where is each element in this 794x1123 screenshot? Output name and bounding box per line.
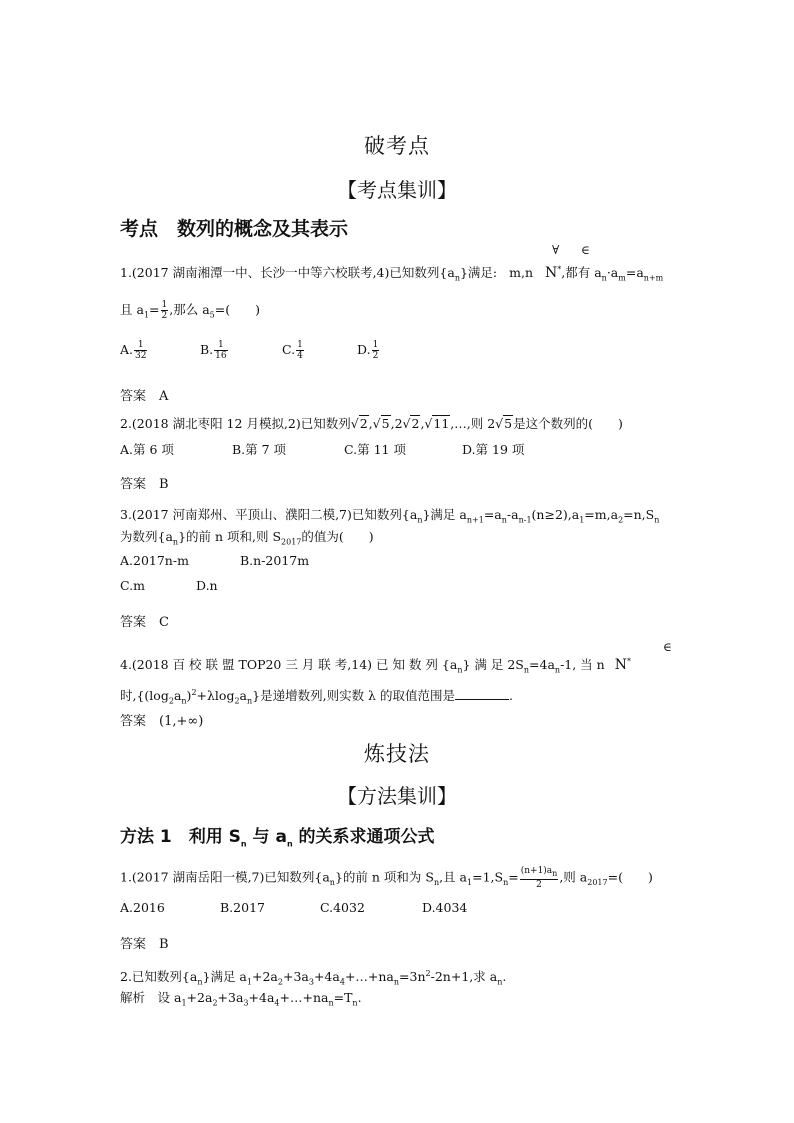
m1-option-c: C.4032 xyxy=(320,900,365,915)
q1-option-a: A. $\frac{1}{32}$ xyxy=(120,340,147,361)
question-1-line-2: 且 $a_1=$ $\frac{1}{2}$ ,那么 $a_5=$( ) xyxy=(120,300,260,321)
section-subtitle-kaodian-jixun: 【考点集训】 xyxy=(337,178,457,202)
answer-blank xyxy=(455,699,509,700)
question-3-line-2: 为数列$\{a_n\}$的前 n 项和,则 $S_{2017}$的值为( ) xyxy=(120,529,374,547)
section-title-pokaodian: 破考点 xyxy=(364,134,430,158)
m1-answer: 答案 B xyxy=(120,937,169,952)
q2-option-b: B.第 7 项 xyxy=(232,442,287,457)
q2-answer: 答案 B xyxy=(120,477,169,492)
q1-option-b: B. $\frac{1}{16}$ xyxy=(200,340,227,361)
q3-option-b: B.n-2017m xyxy=(240,553,310,568)
q2-option-d: D.第 19 项 xyxy=(462,442,525,457)
fraction-one-half: $\frac{1}{2}$ xyxy=(161,300,168,321)
method-1-heading: 方法 1 利用 $S_n$ 与 $a_n$ 的关系求通项公式 xyxy=(120,827,435,849)
q3-answer: 答案 C xyxy=(120,615,169,630)
question-1-line-1: 1.(2017 湖南湘潭一中、长沙一中等六校联考,4)已知数列$\{a_n\}$满足: m,n N*,都有 $a_n\cdot a_m=a_{n+m}$ xyxy=(120,265,664,283)
m1-option-b: B.2017 xyxy=(220,900,265,915)
question-3-line-1: 3.(2017 河南郑州、平顶山、濮阳二模,7)已知数列$\{a_n\}$满足 $a_{n+1}=a_n-a_{n-1}(n\ge 2),a_1=m,a_2=n,S_n$ xyxy=(120,507,660,525)
q2-option-c: C.第 11 项 xyxy=(344,442,406,457)
q3-option-d: D.n xyxy=(196,578,218,593)
section-subtitle-fangfa-jixun: 【方法集训】 xyxy=(337,784,457,808)
m1-option-a: A.2016 xyxy=(120,900,165,915)
method-question-2-solution: 解析 设 $a_1+2a_2+3a_3+4a_4+\dots+na_n=T_n$. xyxy=(120,990,362,1008)
q1-answer: 答案 A xyxy=(120,389,169,404)
method-question-1-line: 1.(2017 湖南岳阳一模,7)已知数列$\{a_n\}$的前 n 项和为 $S_n$,且 $a_1=1,S_n=$ $\frac{(n+1)a_n}{2}$ ,则 $a_{2017}=$( ) xyxy=(120,866,653,890)
q3-option-a: A.2017n-m xyxy=(120,553,189,568)
method-question-2-line: 2.已知数列$\{a_n\}$满足 $a_1+2a_2+3a_3+4a_4+\dots+na_n=3n^2-2n+1$,求 $a_n$. xyxy=(120,969,507,987)
fraction-n-plus-1-an-over-2: $\frac{(n+1)a_n}{2}$ xyxy=(520,866,558,890)
q1-option-d: D. $\frac{1}{2}$ xyxy=(357,340,379,361)
q1-option-c: C. $\frac{1}{4}$ xyxy=(282,340,303,361)
element-of-symbol-q4: ∈ xyxy=(663,640,672,654)
m1-option-d: D.4034 xyxy=(422,900,468,915)
question-4-line-2: 时$,\{(\log_2a_n)^2+\lambda\log_2a_n\}$是递增数列,则实数 λ 的取值范围是 . xyxy=(120,688,513,706)
topic-heading-sequence-concept: 考点 数列的概念及其表示 xyxy=(120,218,349,240)
question-4-line-1: 4.(2018 百 校 联 盟 TOP20 三 月 联 考,14) 已 知 数 列 $\{a_n\}$ 满 足 $2S_n=4a_n-1$, 当 n N* xyxy=(120,657,631,675)
section-title-lianjifa: 炼技法 xyxy=(364,742,430,766)
forall-symbol: ∀ xyxy=(552,243,560,257)
q4-answer: 答案 (1,+∞) xyxy=(120,714,204,729)
element-of-symbol: ∈ xyxy=(581,243,590,257)
q3-option-c: C.m xyxy=(120,578,145,593)
q2-option-a: A.第 6 项 xyxy=(120,442,174,457)
question-2-line: 2.(2018 湖北枣阳 12 月模拟,2)已知数列√2,√5,2√2,√11,…,则 2√5是这个数列的( ) xyxy=(120,416,623,431)
